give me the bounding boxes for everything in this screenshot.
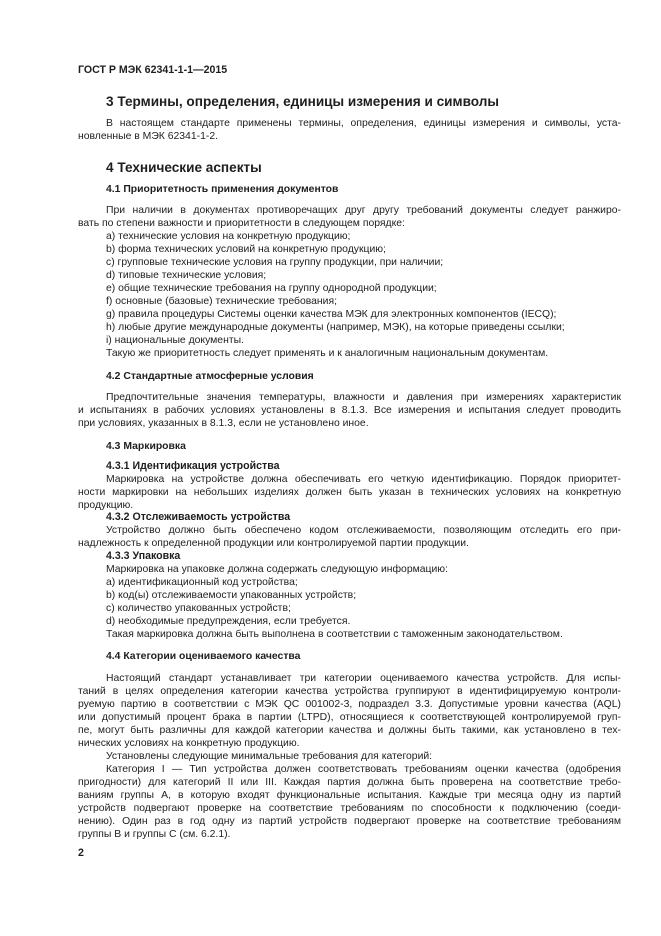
text-line: надлежность к определенной продукции или контролируемой партии продукции. (78, 538, 469, 549)
list (78, 230, 621, 360)
clause-heading (78, 511, 621, 524)
list-item: e) общие технические требования на группу однородной продукции; (106, 283, 437, 294)
text-line: 4.2 Стандартные атмосферные условия (106, 371, 314, 382)
subsection-heading (78, 650, 621, 663)
subsection-heading (78, 440, 621, 453)
text-line: Категория I — Тип устройства должен соответствовать требованиям оценки качества (одобрения (106, 764, 621, 775)
list-item: f) основные (базовые) технические требования; (106, 296, 337, 307)
paragraph (78, 204, 621, 230)
text-line: 4.3.3 Упаковка (106, 550, 181, 562)
paragraph (78, 750, 621, 763)
paragraph (78, 117, 621, 143)
list-item: a) идентификационный код устройства; (106, 577, 298, 588)
clause-heading (78, 550, 621, 563)
list-item: d) типовые технические условия; (106, 270, 267, 281)
text-line: ГОСТ Р МЭК 62341-1-1—2015 (78, 64, 228, 76)
list-item: a) технические условия на конкретную продукцию; (106, 231, 351, 242)
list-item: Такая маркировка должна быть выполнена в соответствии с таможенным законодательством. (106, 629, 563, 640)
text-line: Настоящий стандарт устанавливает три категории оцениваемого качества устройств. Для испы- (106, 673, 621, 684)
text-line: Маркировка на устройстве должна обеспечивать его четкую идентификацию. Порядок приоритет- (106, 474, 621, 485)
text-line: При наличии в документах противоречащих друг другу требований документы следует ранжиро- (106, 205, 621, 216)
list-item: Такую же приоритетность следует применять и к аналогичным национальным документам. (106, 348, 549, 359)
text-line: 4.3.1 Идентификация устройства (106, 460, 280, 472)
section-heading (78, 94, 621, 110)
text-line: Установлены следующие минимальные требования для категорий: (106, 751, 433, 762)
text-line: 3 Термины, определения, единицы измерения и символы (106, 94, 499, 109)
list-item: i) национальные документы. (106, 335, 244, 346)
clause-heading (78, 460, 621, 473)
paragraph (78, 473, 621, 512)
text-line: продукцию. (78, 500, 134, 511)
text-line: пе, могут быть различны для каждой категории качества и должны быть такими, как установлено в тех- (78, 725, 621, 736)
paragraph (78, 391, 621, 430)
list (78, 563, 621, 641)
paragraph (78, 672, 621, 750)
text-line: 4.3 Маркировка (106, 441, 186, 452)
text-line: новленные в МЭК 62341-1-2. (78, 131, 218, 142)
list-item: d) необходимые предупреждения, если требуется. (106, 616, 351, 627)
list-item: c) количество упакованных устройств; (106, 603, 291, 614)
list-item: c) групповые технические условия на группу продукции, при наличии; (106, 257, 444, 268)
text-line: устройств подвергают проверке на соответствие требованиям по способности к подключению (соеди- (78, 803, 621, 814)
text-line: пригодности) для категорий II или III. Каждая партия должна быть проверена на соответствие требо- (78, 777, 621, 788)
text-line: 2 (78, 847, 84, 859)
text-line: вать по степени важности и приоритетности в следующем порядке: (78, 218, 405, 229)
text-line: 4.3.2 Отслеживаемость устройства (106, 511, 291, 523)
text-line: В настоящем стандарте применены термины, определения, единицы измерения и символы, уста- (106, 118, 621, 129)
text-line: нических условиях на конкретную продукцию. (78, 738, 300, 749)
text-line: при условиях, указанных в 8.1.3, если не установлено иное. (78, 418, 369, 429)
text-line: руемую партию в соответствии с МЭК QC 001002-3, подраздел 3.3. Допустимые уровни качества (AQL) (78, 699, 621, 710)
text-line: Устройство должно быть обеспечено кодом отслеживаемости, позволяющим отследить его при- (106, 525, 621, 536)
text-line: группы B и группы C (см. 6.2.1). (78, 829, 231, 840)
text-line: 4.4 Категории оцениваемого качества (106, 651, 301, 662)
subsection-heading (78, 183, 621, 196)
text-line: 4 Технические аспекты (106, 160, 262, 175)
list-item: Маркировка на упаковке должна содержать следующую информацию: (106, 564, 448, 575)
running-header (78, 64, 621, 77)
text-line: нению). Один раз в год одну из партий устройств подвергают проверке на соответствие требованиям (78, 816, 621, 827)
text-line: ности маркировки на небольших изделиях должен быть указан в технических условиях на конкретную (78, 487, 621, 498)
text-line: ваниям группы A, в которую входят функциональные испытания. Каждые три месяца одну из партий (78, 790, 621, 801)
list-item: g) правила процедуры Системы оценки качества МЭК для электронных компонентов (IECQ); (106, 309, 557, 320)
text-line: или допустимый процент брака в партии (LTPD), относящиеся к соответствующей контролируемой груп- (78, 712, 621, 723)
paragraph (78, 763, 621, 841)
list-item: b) форма технических условий на конкретную продукцию; (106, 244, 386, 255)
list-item: h) любые другие международные документы (например, МЭК), на которые приведены ссылки; (106, 322, 565, 333)
page-number (78, 847, 621, 860)
list-item: b) код(ы) отслеживаемости упакованных устройств; (106, 590, 357, 601)
text-line: и испытаниях в рабочих условиях установлены в 8.1.3. Все измерения и испытания следует проводить (78, 405, 621, 416)
paragraph (78, 524, 621, 550)
text-line: 4.1 Приоритетность применения документов (106, 184, 339, 195)
text-line: таний в целях определения категории качества устройства группируют в идентифицируемую контроли- (78, 686, 621, 697)
section-heading (78, 160, 621, 176)
subsection-heading (78, 370, 621, 383)
text-line: Предпочтительные значения температуры, влажности и давления при измерениях характеристик (106, 392, 621, 403)
